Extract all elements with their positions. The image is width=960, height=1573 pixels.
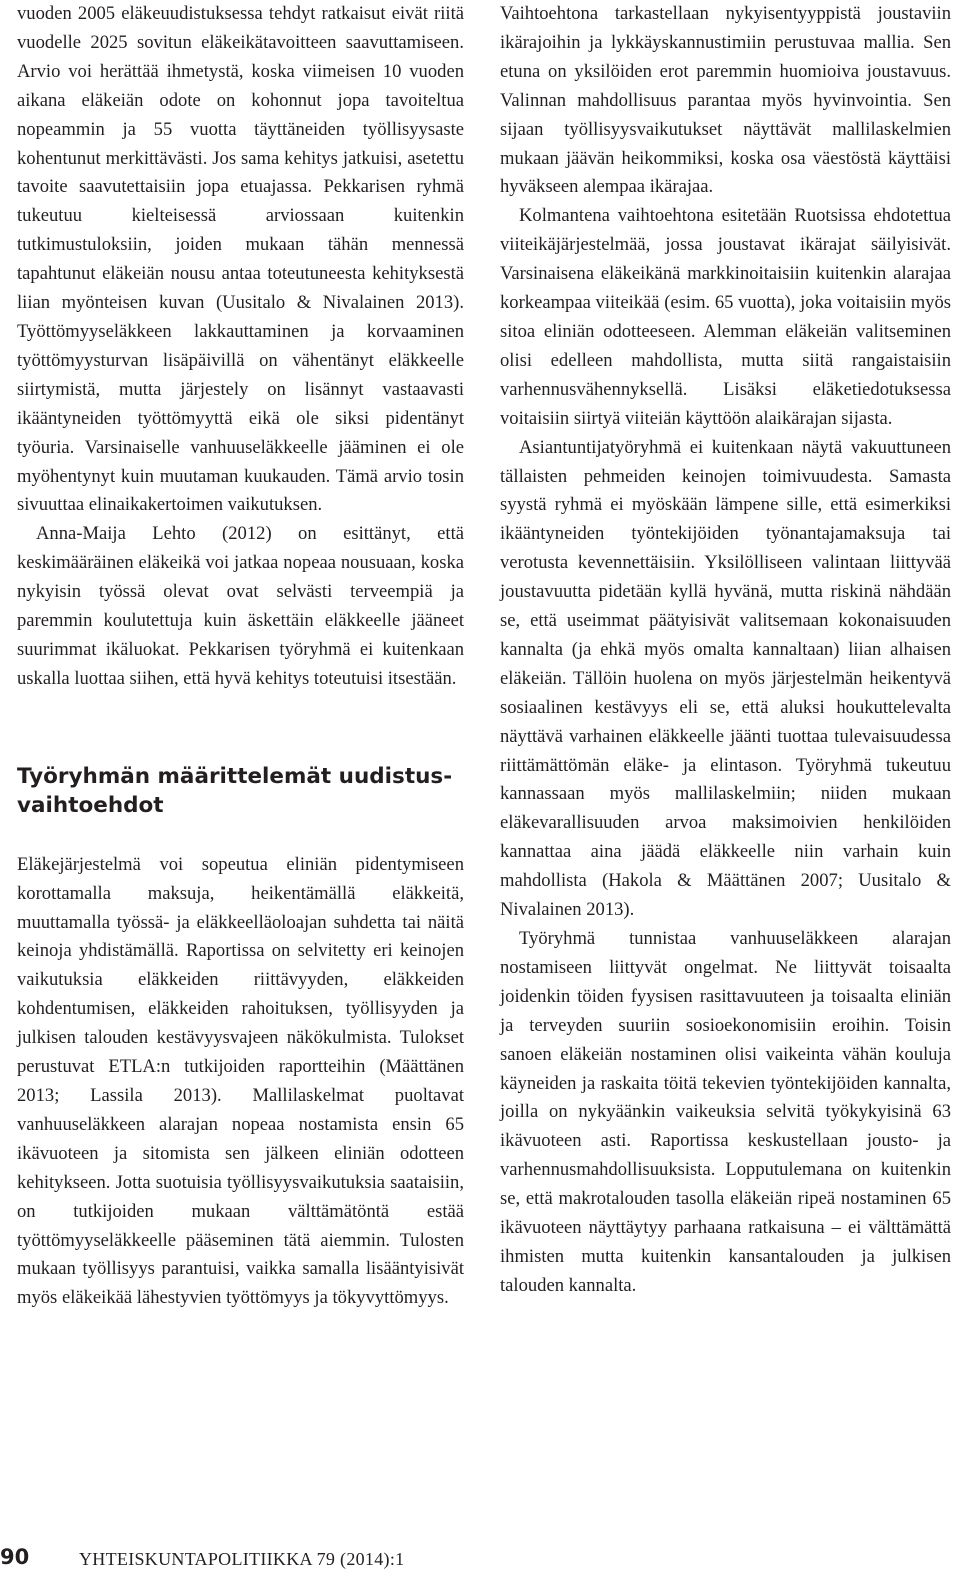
body-paragraph: Eläkejärjestelmä voi sopeutua eliniän pidentymiseen korottamalla maksuja, heikentämällä eläkkeitä, muuttamalla työssä- ja eläkkeelläoloajan suhdetta tai näitä keinoja yhdistämällä. Raportissa on selvitetty eri keinojen vaikutuksia eläkkeiden riittävyyden, eläkkeiden kohdentumisen, eläkkeiden rahoituksen, työllisyyden ja julkisen talouden kestävyysvajeen näkökulmista. Tulokset perustuvat ETLA:n tutkijoiden raportteihin (Määttänen 2013; Lassila 2013). Mallilaskelmat puoltavat vanhuuseläkkeen alarajan nopeaa nostamista ensin 65 ikävuoteen ja sitomista sen jälkeen eliniän odotteen kehitykseen. Jotta suotuisia työllisyysvaikutuksia saataisiin, on tutkijoiden mukaan välttämätöntä estää työttömyyseläkkeelle pääseminen tätä aiemmin. Tulosten mukaan työllisyys parantuisi, vaikka samalla lisääntyisivät myös eläkeikää lähestyvien työttömyys ja tökyvyttömyys. bbox=[17, 853, 464, 1309]
body-paragraph: Vaihtoehtona tarkastellaan nykyisentyyppistä joustaviin ikärajoihin ja lykkäyskannustimiin perustuvaa mallia. Sen etuna on yksilöiden erot paremmin huomioiva joustavuus. Valinnan mahdollisuus parantaa myös hyvinvointia. Sen sijaan työllisyysvaikutukset näyttävät mallilaskelmien mukaan jäävän heikommiksi, koska osa väestöstä käyttäisi hyväkseen alempaa ikärajaa. bbox=[500, 3, 951, 198]
body-paragraph: vuoden 2005 eläkeuudistuksessa tehdyt ratkaisut eivät riitä vuodelle 2025 sovitun eläkeikätavoitteen saavuttamiseen. Arvio voi herättää ihmetystä, koska viimeisen 10 vuoden aikana eläkeiän odote on kohonnut jopa tavoiteltua nopeammin ja 55 vuotta täyttäneiden työllisyysaste kohentunut merkittävästi. Jos sama kehitys jatkuisi, asetettu tavoite saavutettaisiin jopa etuajassa. Pekkarisen ryhmä tukeutuu kielteisessä arviossaan kuitenkin tutkimustuloksiin, joiden mukaan tähän mennessä tapahtunut eläkeiän nousu antaa toteutuneesta kehityksestä liian myönteisen kuvan (Uusitalo & Nivalainen 2013). Työttömyyseläkkeen lakkauttaminen ja korvaaminen työttömyysturvan lisäpäivillä on vähentänyt eläkkeelle siirtymistä, mutta järjestely on lisännyt vastaavasti ikääntyneiden työttömyyttä eikä ole siksi pidentänyt työuria. Varsinaiselle vanhuuseläkkeelle jääminen ei ole myöhentynyt kuin muutaman kuukauden. Tämä arvio tosin sivuuttaa elinaikakertoimen vaikutuksen. bbox=[17, 3, 464, 516]
right-column bbox=[500, 0, 951, 1301]
body-paragraph: Anna-Maija Lehto (2012) on esittänyt, että keskimääräinen eläkeikä voi jatkaa nopeaa nousuaan, koska nykyisin työssä olevat ovat selvästi terveempiä ja paremmin koulutettuja kuin äskettäin eläkkeelle jääneet suurimmat ikäluokat. Pekkarisen työryhmä ei kuitenkaan uskalla luottaa siihen, että hyvä kehitys toteutuisi itsestään. bbox=[17, 523, 464, 689]
section-heading: Työryhmän määrittelemät uudistusvaihtoehdot bbox=[17, 763, 453, 818]
body-paragraph: Työryhmä tunnistaa vanhuuseläkkeen alarajan nostamiseen liittyvät ongelmat. Ne liittyvät toisaalta joidenkin töiden fyysisen rasittavuuteen ja toisaalta eliniän ja terveyden suuriin sosioekonomisiin eroihin. Toisin sanoen eläkeiän nostaminen olisi vaikeinta vähän kouluja käyneiden ja raskaita töitä tekevien työntekijöiden kannalta, joilla on nykyäänkin vaikeuksia selvitä työkykyisinä 63 ikävuoteen asti. Raportissa keskustellaan jousto- ja varhennusmahdollisuuksista. Lopputulemana on kuitenkin se, että makrotalouden tasolla eläkeiän ripeä nostaminen 65 ikävuoteen näyttäytyy parhaana ratkaisuna – ei välttämättä ihmisten mutta kuitenkin kansantalouden ja julkisen talouden kannalta. bbox=[500, 928, 951, 1296]
left-column bbox=[17, 0, 464, 1313]
body-paragraph: Kolmantena vaihtoehtona esitetään Ruotsissa ehdotettua viiteikäjärjestelmää, jossa joustavat ikärajat säilyisivät. Varsinaisena eläkeikänä markkinoitaisiin kuitenkin alarajaa korkeampaa viiteikää (esim. 65 vuotta), joka voitaisiin myös sitoa eliniän odotteeseen. Alemman eläkeiän valitseminen olisi edelleen mahdollista, mutta siitä rangaistaisiin varhennusvähennyksellä. Lisäksi eläketiedotuksessa voitaisiin siirtyä viiteiän käyttöön alaikärajan sijasta. bbox=[500, 205, 951, 429]
page-number: 90 bbox=[0, 1545, 30, 1569]
body-paragraph: Asiantuntijatyöryhmä ei kuitenkaan näytä vakuuttuneen tällaisten pehmeiden keinojen toimivuudesta. Samasta syystä ryhmä ei myöskään lämpene sille, että esimerkiksi ikääntyneiden työntekijöiden työnantajamaksuja tai verotusta kevennettäisiin. Yksilölliseen valintaan liittyvää joustavuutta pidetään kyllä hyvänä, mutta riskinä nähdään se, että useimmat päätyisivät valitsemaan kokonaisuuden kannalta (ja ehkä myös omalta kannaltaan) liian alhaisen eläkeiän. Tällöin huolena on myös järjestelmän heikentyvä sosiaalinen kestävyys eli se, että aluksi houkuttelevalta näyttävä varhainen eläkkeelle jäänti tuottaa tulevaisuudessa riittämättömän eläke- ja elintason. Työryhmä tukeutuu kannassaan myös mallilaskelmiin; niiden mukaan eläkevarallisuuden arvoa maksimoivien henkilöiden kannattaa aina jäädä eläkkeelle niin varhain kuin mahdollista (Hakola & Määttänen 2007; Uusitalo & Nivalainen 2013). bbox=[500, 436, 951, 921]
journal-name: YHTEISKUNTAPOLITIIKKA 79 (2014):1 bbox=[79, 1549, 405, 1569]
